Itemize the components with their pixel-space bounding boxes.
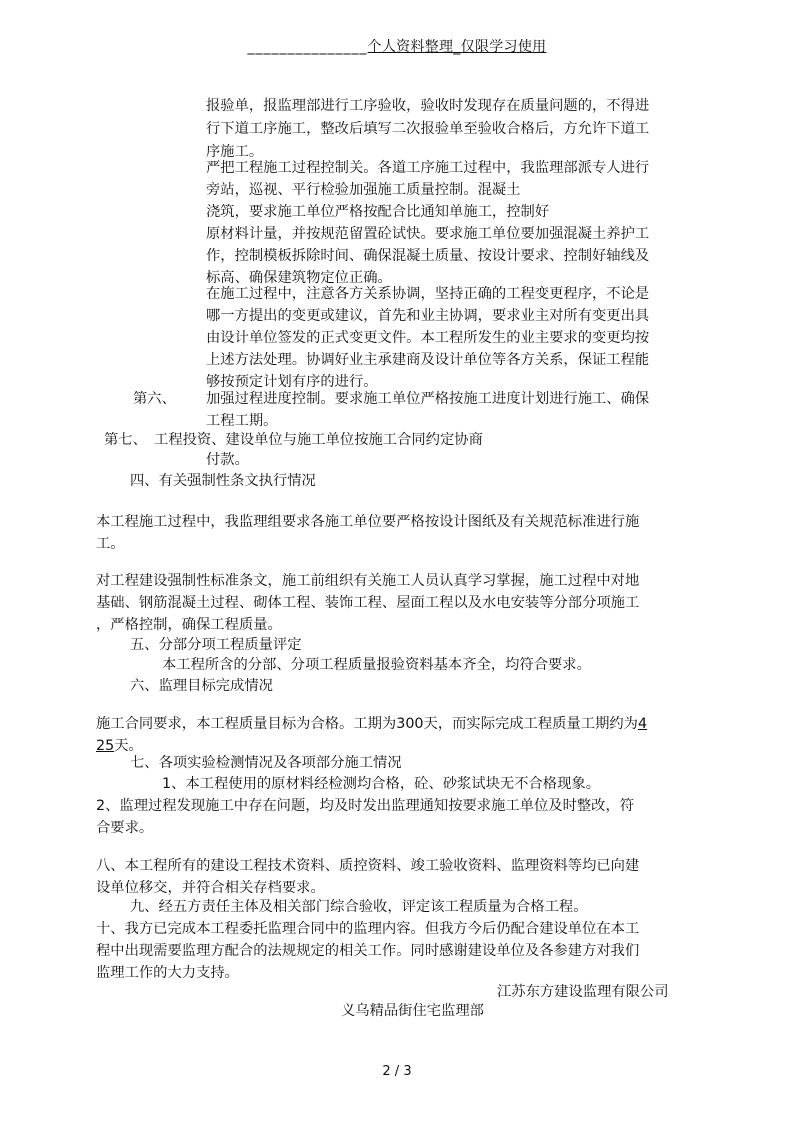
paragraph-line: 工。 bbox=[96, 536, 125, 552]
paragraph-line: 上述方法处理。协调好业主承建商及设计单位等各方关系，保证工程能 bbox=[206, 352, 650, 368]
paragraph-line: 加强过程进度控制。要求施工单位严格按施工进度计划进行施工、确保 bbox=[206, 391, 650, 407]
page-header bbox=[0, 36, 794, 56]
paragraph-line: 由设计单位签发的正式变更文件。本工程所发生的业主要求的变更均按 bbox=[206, 330, 650, 346]
paragraph-line: 原材料计量，并按规范留置砼试快。要求施工单位要加强混凝土养护工 bbox=[206, 226, 650, 242]
clause-number: 第六、 bbox=[133, 391, 176, 407]
paragraph-line: 旁站，巡视、平行检验加强施工质量控制。混凝土 bbox=[206, 182, 521, 198]
header-text: 个人资料整理_仅限学习使用 bbox=[367, 39, 547, 55]
section-heading: 五、分部分项工程质量评定 bbox=[130, 637, 302, 653]
paragraph-line: 本工程所含的分部、分项工程质量报验资料基本齐全，均符合要求。 bbox=[162, 657, 591, 673]
section-heading: 七、各项实验检测情况及各项部分施工情况 bbox=[130, 755, 402, 771]
paragraph-line: 报验单，报监理部进行工序验收，验收时发现存在质量问题的，不得进 bbox=[206, 98, 650, 114]
paragraph-line: 设单位移交，并符合相关存档要求。 bbox=[96, 880, 325, 896]
paragraph-line: 对工程建设强制性标准条文，施工前组织有关施工人员认真学习掌握，施工过程中对地 bbox=[96, 573, 640, 589]
paragraph-line: 合要求。 bbox=[96, 820, 154, 836]
underlined-digit: 25 bbox=[96, 738, 115, 754]
paragraph-line: 工程工期。 bbox=[206, 413, 278, 429]
page-number: 2 / 3 bbox=[382, 1064, 412, 1079]
paragraph-line: 八、本工程所有的建设工程技术资料、质控资料、竣工验收资料、监理资料等均已向建 bbox=[96, 858, 640, 874]
paragraph-line: 够按预定计划有序的进行。 bbox=[206, 374, 378, 390]
header-underline: _______________ bbox=[247, 39, 368, 55]
paragraph-line: 在施工过程中，注意各方关系协调，坚持正确的工程变更程序，不论是 bbox=[206, 286, 650, 302]
paragraph-line bbox=[96, 713, 647, 735]
section-heading: 四、有关强制性条文执行情况 bbox=[130, 473, 316, 489]
paragraph-line: 行下道工序施工，整改后填写二次报验单至验收合格后，方允许下道工 bbox=[206, 121, 650, 137]
paragraph-line: 标高、确保建筑物定位正确。 bbox=[206, 270, 392, 286]
paragraph-line: 序施工。 bbox=[206, 144, 264, 160]
paragraph-line: 作，控制模板拆除时间、确保混凝土质量、按设计要求、控制好轴线及 bbox=[206, 248, 650, 264]
paragraph-text: 施工合同要求，本工程质量目标为合格。工期为300天，而实际完成工程质量工期约为 bbox=[96, 716, 638, 732]
paragraph-line: 基础、钢筋混凝土过程、砌体工程、装饰工程、屋面工程以及水电安装等分部分项施工 bbox=[96, 595, 640, 611]
paragraph-line: 哪一方提出的变更或建议，首先和业主协调，要求业主对所有变更出具 bbox=[206, 308, 650, 324]
section-heading: 九、经五方责任主体及相关部门综合验收，评定该工程质量为合格工程。 bbox=[130, 899, 588, 915]
paragraph-line: 2、监理过程发现施工中存在问题，均及时发出监理通知按要求施工单位及时整改，符 bbox=[96, 798, 635, 814]
company-signature: 江苏东方建设监理有限公司 bbox=[497, 984, 669, 1000]
paragraph-line: ，严格控制，确保工程质量。 bbox=[96, 617, 282, 633]
paragraph-line: 付款。 bbox=[206, 452, 249, 468]
paragraph-line: 监理工作的大力支持。 bbox=[96, 965, 239, 981]
paragraph-line: 第七、 工程投资、建设单位与施工单位按施工合同约定协商 bbox=[104, 432, 483, 448]
paragraph-line: 浇筑，要求施工单位严格按配合比通知单施工，控制好 bbox=[206, 204, 550, 220]
section-heading: 六、监理目标完成情况 bbox=[130, 678, 273, 694]
paragraph-line: 程中出现需要监理方配合的法规规定的相关工作。同时感谢建设单位及各参建方对我们 bbox=[96, 943, 640, 959]
paragraph-line: 十、我方已完成本工程委托监理合同中的监理内容。但我方今后仍配合建设单位在本工 bbox=[96, 921, 640, 937]
paragraph-line: 严把工程施工过程控制关。各道工序施工过程中，我监理部派专人进行 bbox=[206, 160, 650, 176]
paragraph-text: 天。 bbox=[114, 738, 143, 754]
underlined-digit: 4 bbox=[637, 716, 648, 732]
paragraph-line: 本工程施工过程中，我监理组要求各施工单位要严格按设计图纸及有关规范标准进行施 bbox=[96, 514, 640, 530]
paragraph-line: 1、本工程使用的原材料经检测均合格，砼、砂浆试块无不合格现象。 bbox=[162, 776, 600, 792]
department-signature: 义乌精品街住宅监理部 bbox=[341, 1003, 484, 1019]
